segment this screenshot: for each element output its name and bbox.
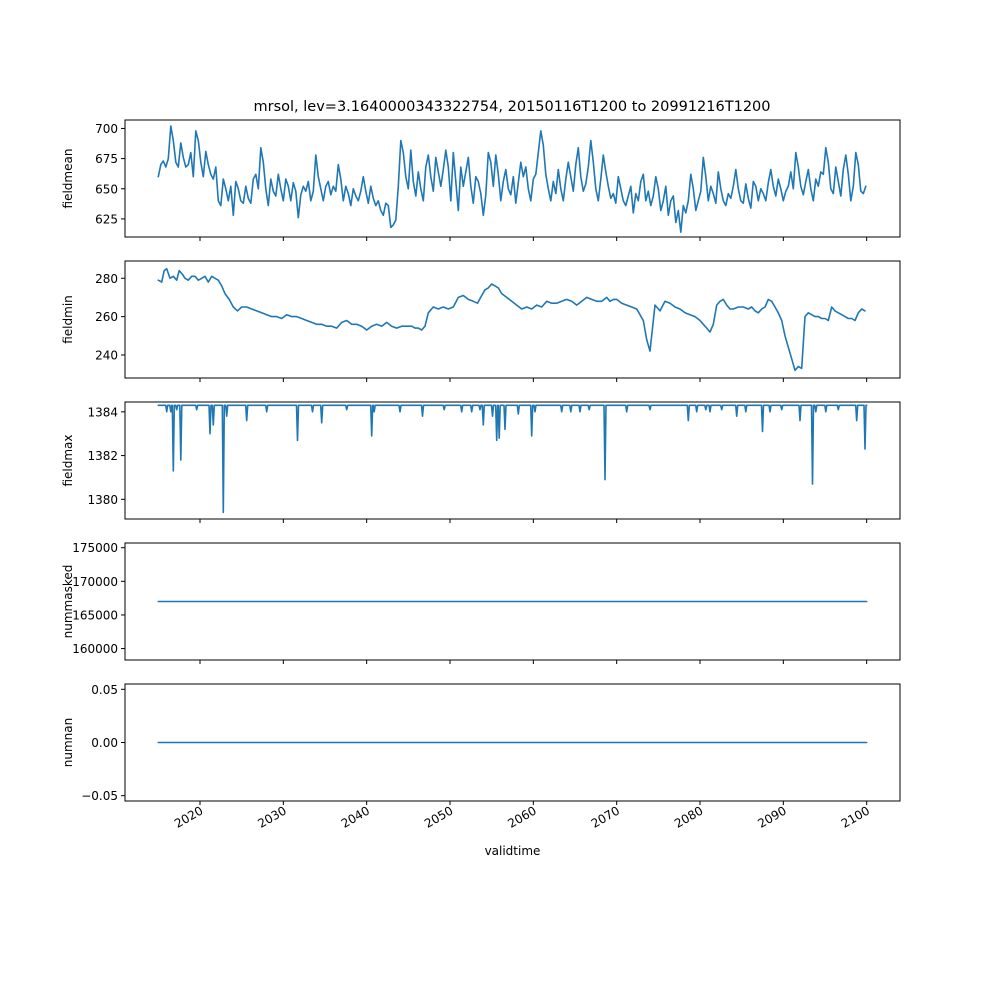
xtick-label: 2020: [172, 803, 206, 831]
ytick-label: 650: [95, 182, 118, 197]
ytick-label: 260: [95, 310, 118, 325]
xtick-label: 2060: [505, 803, 539, 831]
ytick-label: 700: [95, 121, 118, 136]
ytick-label: 280: [95, 271, 118, 286]
xtick-label: 2080: [672, 803, 706, 831]
ytick-label: 0.00: [91, 736, 118, 750]
ytick-label: 0.05: [91, 682, 118, 697]
chart-title: mrsol, lev=3.1640000343322754, 20150116T1200 to 20991216T1200: [253, 99, 771, 115]
x-axis-label: validtime: [484, 844, 541, 858]
ytick-label: 160000: [72, 642, 118, 657]
ytick-label: −0.05: [81, 789, 118, 804]
ytick-label: 675: [95, 152, 118, 167]
ytick-label: 1384: [87, 405, 118, 420]
ytick-label: 240: [95, 348, 118, 363]
y-axis-label: fieldmax: [61, 434, 75, 487]
ytick-label: 165000: [72, 608, 118, 623]
ytick-label: 170000: [72, 574, 118, 589]
y-axis-label: numnan: [61, 717, 75, 768]
xtick-label: 2070: [588, 803, 623, 831]
xtick-label: 2050: [422, 803, 456, 831]
ytick-label: 625: [95, 212, 118, 227]
ytick-label: 1382: [87, 449, 118, 464]
y-axis-label: fieldmin: [61, 295, 75, 344]
ytick-label: 175000: [72, 541, 118, 556]
xtick-label: 2100: [838, 803, 873, 831]
y-axis-label: nummasked: [61, 564, 75, 639]
xtick-label: 2030: [255, 803, 289, 831]
xtick-label: 2040: [338, 803, 373, 831]
xtick-label: 2090: [755, 803, 789, 831]
ytick-label: 1380: [87, 492, 118, 507]
y-axis-label: fieldmean: [61, 148, 75, 209]
